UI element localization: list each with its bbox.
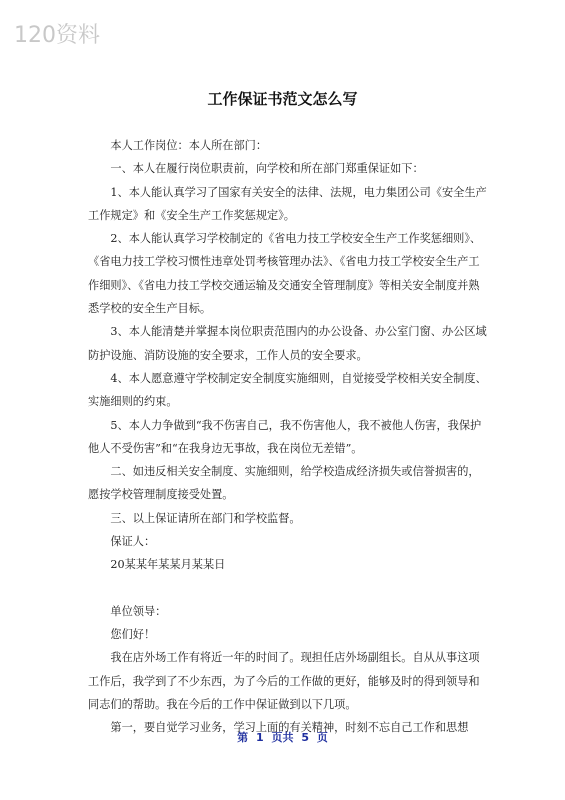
footer-total-pages: 5 xyxy=(301,731,309,744)
footer-prefix: 第 xyxy=(237,731,249,744)
footer-middle: 页共 xyxy=(271,731,294,744)
watermark-logo: 120资料 xyxy=(14,23,100,48)
paragraph: 一、本人在履行岗位职责前，向学校和所在部门郑重保证如下： xyxy=(110,162,424,176)
paragraph: 3、本人能清楚并掌握本岗位职责范围内的办公设备、办公室门窗、办公区域防护设施、消防设施的安全要求，工作人员的安全要求。 xyxy=(88,325,487,362)
footer-suffix: 页 xyxy=(316,731,328,744)
paragraph: 第一，要自觉学习业务，学习上面的有关精神，时刻不忘自己工作和思想 xyxy=(110,721,469,735)
document-title: 工作保证书范文怎么写 xyxy=(207,90,358,108)
paragraph: 4、本人愿意遵守学校制定安全制度实施细则，自觉接受学校相关安全制度、实施细则的约束。 xyxy=(88,371,487,409)
paragraph: 2、本人能认真学习学校制定的《省电力技工学校安全生产工作奖惩细则》、《省电力技工学校习惯性违章处罚考核管理办法》、《省电力技工学校安全生产工作细则》、《省电力技工学校交通运输及交通安全管理制度》等相关安全制度并熟悉学校的安全生产目标。 xyxy=(88,232,482,316)
paragraph: 我在店外场工作有将近一年的时间了。现担任店外场副组长。自从从事这项工作后，我学到了不少东西，为了今后的工作做的更好，能够及时的得到领导和同志们的帮助。我在今后的工作中保证做到以下几项。 xyxy=(88,651,480,711)
paragraph: 本人工作岗位：本人所在部门： xyxy=(110,139,268,152)
paragraph: 5、本人力争做到“我不伤害自己，我不伤害他人，我不被他人伤害，我保护他人不受伤害”和“在我身边无事故，我在岗位无差错”。 xyxy=(88,418,482,455)
greeting: 您们好！ xyxy=(110,627,156,641)
signature-label: 保证人： xyxy=(110,535,156,549)
paragraph: 二、如违反相关安全制度、实施细则，给学校造成经济损失或信誉损害的，愿按学校管理制度接受处置。 xyxy=(88,465,480,502)
paragraph: 三、以上保证请所在部门和学校监督。 xyxy=(110,511,301,525)
salutation: 单位领导： xyxy=(110,604,167,618)
section-gap xyxy=(88,577,488,600)
footer-page-number: 1 xyxy=(256,731,264,744)
document-body xyxy=(88,134,488,739)
page-footer xyxy=(0,729,565,745)
paragraph: 1、本人能认真学习了国家有关安全的法律、法规，电力集团公司《安全生产工作规定》和《安全生产工作奖惩规定》。 xyxy=(88,185,487,222)
signature-date: 20某某年某某月某某日 xyxy=(110,558,226,572)
